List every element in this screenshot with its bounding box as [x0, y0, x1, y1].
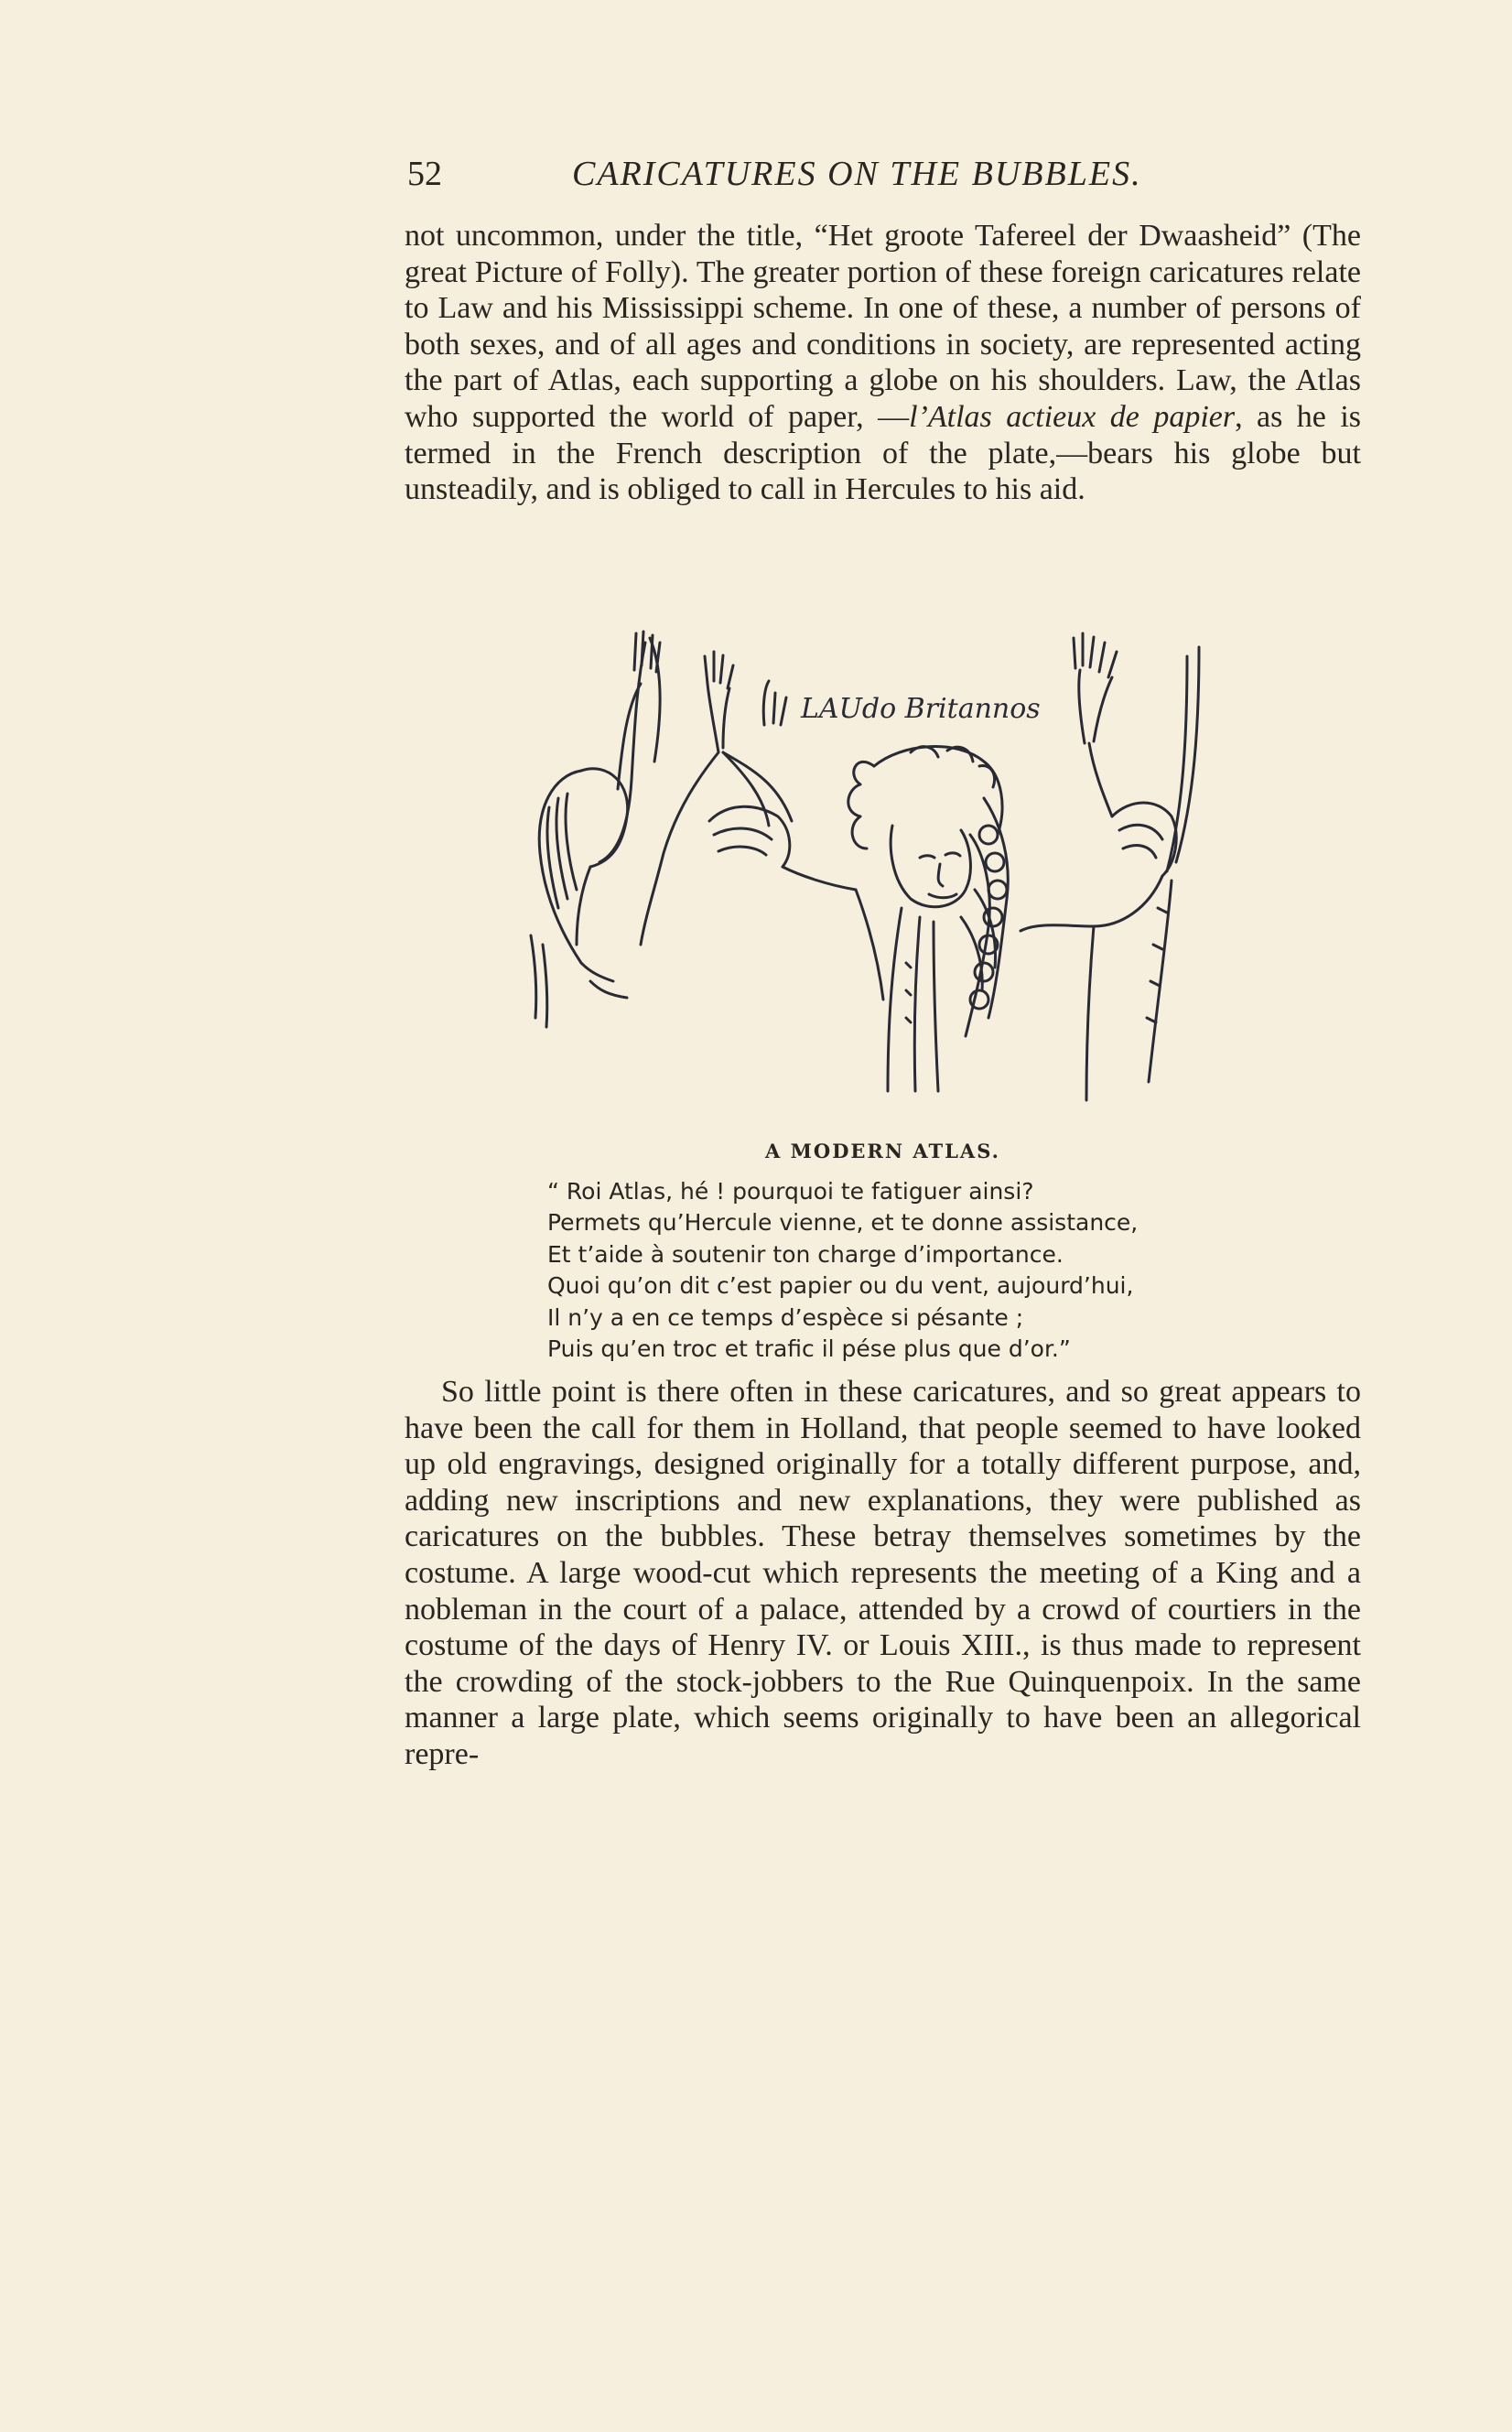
- illustration-caption: A MODERN ATLAS.: [765, 1140, 1000, 1162]
- law-body: [856, 890, 938, 1091]
- hercules-figure: [531, 632, 660, 1027]
- running-title: CARICATURES ON THE BUBBLES.: [572, 155, 1142, 193]
- paragraph-1: [405, 218, 1361, 508]
- paragraph-2: So little point is there often in these caricatures, and so great appears to have been the call for them in Holland, that people seemed to have looked up old engravings, designed originally for a totally different purpose, and, adding new inscriptions and new explanations, they were published as caricatures on the bubbles. These betray themselves sometimes by the costume. A large wood-cut which represents the meeting of a King and a nobleman in the court of a palace, attended by a crowd of courtiers in the costume of the days of Henry IV. or Louis XIII., is thus made to represent the crowding of the stock-jobbers to the Rue Quinquenpoix. In the same manner a large plate, which seems originally to have been an allegorical repre-: [405, 1375, 1361, 1771]
- illustration-inscription: LAUdo Britannos: [801, 693, 1041, 725]
- paragraph-1-italic-phrase: l’Atlas actieux de papier: [909, 399, 1236, 434]
- left-raised-arm: [641, 652, 792, 945]
- center-hands: [763, 681, 786, 725]
- right-raised-arm: [1021, 633, 1176, 1100]
- paragraph-1-part-1: not uncommon, under the title, “Het groote Tafereel der Dwaasheid” (The great Picture of Folly). The greater portion of these foreign caricatures relate to Law and his Mississippi scheme. In one of these, a number of persons of both sexes, and of all ages and conditions in society, are represented acting the part of Atlas, each supporting a globe on his shoulders. Law, the Atlas who supported the world of paper, —: [405, 219, 1361, 434]
- verse-line-3: Et t’aide à soutenir ton charge d’importance.: [547, 1240, 1064, 1268]
- verse-line-4: Quoi qu’on dit c’est papier ou du vent, aujourd’hui,: [547, 1272, 1134, 1300]
- curtain-right: [1147, 647, 1199, 1082]
- left-ruffled-cuff: [709, 806, 856, 890]
- verse-line-5: Il n’y a en ce temps d’espèce si pésante ;: [547, 1303, 1024, 1331]
- page-header: [407, 154, 1359, 209]
- verse-line-1: “ Roi Atlas, hé ! pourquoi te fatiguer ainsi?: [547, 1178, 1034, 1205]
- law-head: [848, 747, 1008, 1036]
- verse-line-2: Permets qu’Hercule vienne, et te donne assistance,: [547, 1209, 1139, 1237]
- french-verse: [547, 1176, 1243, 1365]
- verse-line-6: Puis qu’en troc et trafic il pése plus que d’or.”: [547, 1335, 1071, 1363]
- page-number: 52: [407, 155, 442, 193]
- modern-atlas-illustration: [526, 615, 1240, 1114]
- paragraph-1-part-2: , as he is termed in the French description of the plate,—bears his globe but unsteadily, and is obliged to call in Hercules to his aid.: [405, 399, 1361, 507]
